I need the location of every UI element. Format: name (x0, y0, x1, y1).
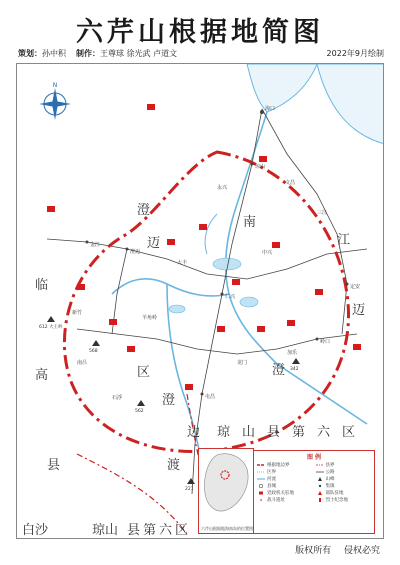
map-title: 六芹山根据地简图 (76, 17, 324, 48)
legend-item: 烈士纪念地 (316, 497, 372, 503)
sea-area (247, 64, 317, 112)
legend-title: 图 例 (306, 454, 322, 461)
legend-item: 河流 (267, 477, 276, 482)
place-label: 龙门 (237, 360, 248, 366)
red-flag-icon (77, 284, 85, 290)
place-dot (316, 338, 319, 341)
infringement-text: 侵权必究 (343, 546, 380, 556)
red-flag-icon (257, 326, 265, 332)
region-label: 高 (35, 368, 49, 383)
svg-text:N: N (52, 82, 58, 89)
region-label: 区 (342, 425, 356, 440)
base-area-boundary (64, 152, 351, 452)
legend-item: 县城 (257, 483, 313, 489)
place-label: 琼山 (255, 164, 266, 170)
red-flag-icon (232, 279, 240, 285)
region-label: 江 (337, 233, 351, 248)
peak-icon (137, 400, 145, 406)
red-flag-icon (167, 239, 175, 245)
place-label: 南吕 (77, 360, 88, 366)
river-tributary (205, 214, 217, 254)
red-flag-icon (353, 344, 361, 350)
legend-item: 县界 (325, 463, 335, 468)
region-label: 六 (317, 425, 331, 440)
inset-caption: 六芹山根据地海南岛的位置图 (201, 526, 253, 531)
place-label: 仁兴 (225, 294, 236, 300)
river-west-branch (112, 279, 229, 296)
peak-label: 568 (89, 349, 98, 354)
planner-credit: 策划：孙中积 (18, 49, 66, 58)
place-label: 大丰 (177, 260, 188, 266)
region-label: 第 (292, 425, 306, 440)
region-label: 县 (47, 458, 61, 473)
map-legend (253, 450, 375, 534)
peak-icon (187, 478, 195, 484)
peak-label: 612 大王岭 (39, 325, 63, 330)
river-east-branch (277, 364, 367, 424)
red-flag-icon (272, 242, 280, 248)
region-label: 边 (187, 425, 201, 440)
legend-item: 根据地边界 (267, 463, 290, 468)
place-dot (346, 283, 349, 286)
date-credit: 2022年9月绘制 (326, 49, 384, 58)
peak-icon (47, 316, 55, 322)
region-label: 迈 (352, 303, 366, 318)
legend-item: 区界 (267, 470, 276, 475)
region-label: 第 (143, 523, 157, 538)
place-label: 羊角岭 (142, 315, 158, 321)
peak-label: 342 (290, 367, 299, 372)
region-label: 县 (267, 425, 281, 440)
producer-credit: 制作：王尊球 徐光武 卢道文 (76, 49, 178, 58)
red-flag-icon (287, 320, 295, 326)
red-flag-icon (147, 104, 155, 110)
place-label: 中兴 (262, 250, 273, 256)
road-south (77, 329, 357, 354)
reservoir (240, 297, 258, 307)
peak-label: 562 (135, 409, 144, 414)
region-label: 区 (137, 365, 151, 380)
region-label: 山 (242, 425, 256, 440)
region-label: 澄 (272, 363, 286, 378)
peak-label: 221 (185, 487, 194, 492)
legend-item: 集镇 (316, 483, 372, 489)
place-label: 加乐 (287, 350, 298, 356)
region-label: 临 (35, 278, 49, 293)
place-label: 文昌 (285, 180, 296, 186)
footer (285, 543, 380, 556)
place-label: 岭口 (320, 339, 331, 345)
place-dot (126, 248, 129, 251)
legend-item: ✕ 战斗遗址 (259, 498, 285, 503)
road-northeast (262, 109, 347, 334)
region-label: 六 (159, 523, 173, 538)
reservoir (169, 305, 185, 313)
sea-area-east (317, 64, 384, 144)
red-flag-icon (199, 224, 207, 230)
legend-item: 公路 (325, 470, 335, 475)
place-dot (201, 393, 204, 396)
region-label: 区 (175, 523, 189, 538)
credits-bar (18, 48, 384, 59)
red-flag-icon (109, 319, 117, 325)
red-flag-icon (217, 326, 225, 332)
peak-icon (292, 358, 300, 364)
compass-icon (39, 82, 71, 120)
region-label: 县 (127, 523, 141, 538)
place-label: 屯昌 (205, 394, 216, 400)
legend-item: 党政机关驻地 (257, 490, 313, 496)
place-label: 海口 (265, 106, 276, 112)
region-label: 南 (243, 215, 257, 230)
red-flag-icon (47, 206, 55, 212)
peak-icon (92, 340, 100, 346)
place-label: 澄迈 (130, 249, 141, 255)
region-label: 琼山 (92, 523, 119, 538)
place-dot (86, 241, 89, 244)
inset-map (198, 448, 254, 534)
place-dot (260, 110, 264, 114)
legend-item: 部队驻地 (316, 490, 372, 496)
place-dot (221, 293, 224, 296)
svg-text:✕: ✕ (259, 498, 263, 502)
red-flag-icon (185, 384, 193, 390)
red-flag-icon (259, 156, 267, 162)
region-label: 澄 (137, 203, 151, 218)
region-label: 迈 (147, 236, 161, 251)
place-label: 定安 (350, 284, 361, 290)
place-dot (251, 163, 254, 166)
red-flag-icon (315, 289, 323, 295)
rights-text: 版权所有 (295, 546, 332, 556)
place-label: 永兴 (217, 185, 228, 191)
region-label: 琼 (217, 425, 231, 440)
hainan-island-shape (199, 449, 253, 519)
region-label: 白沙 (22, 523, 49, 538)
place-label: 三江 (317, 210, 328, 216)
place-label: 新竹 (72, 310, 83, 316)
place-label: 石浮 (112, 395, 123, 401)
place-label: 金江 (90, 242, 101, 248)
legend-item: 山峰 (316, 476, 372, 482)
region-label: 渡 (167, 458, 181, 473)
red-flag-icon (127, 346, 135, 352)
region-label: 澄 (162, 393, 176, 408)
